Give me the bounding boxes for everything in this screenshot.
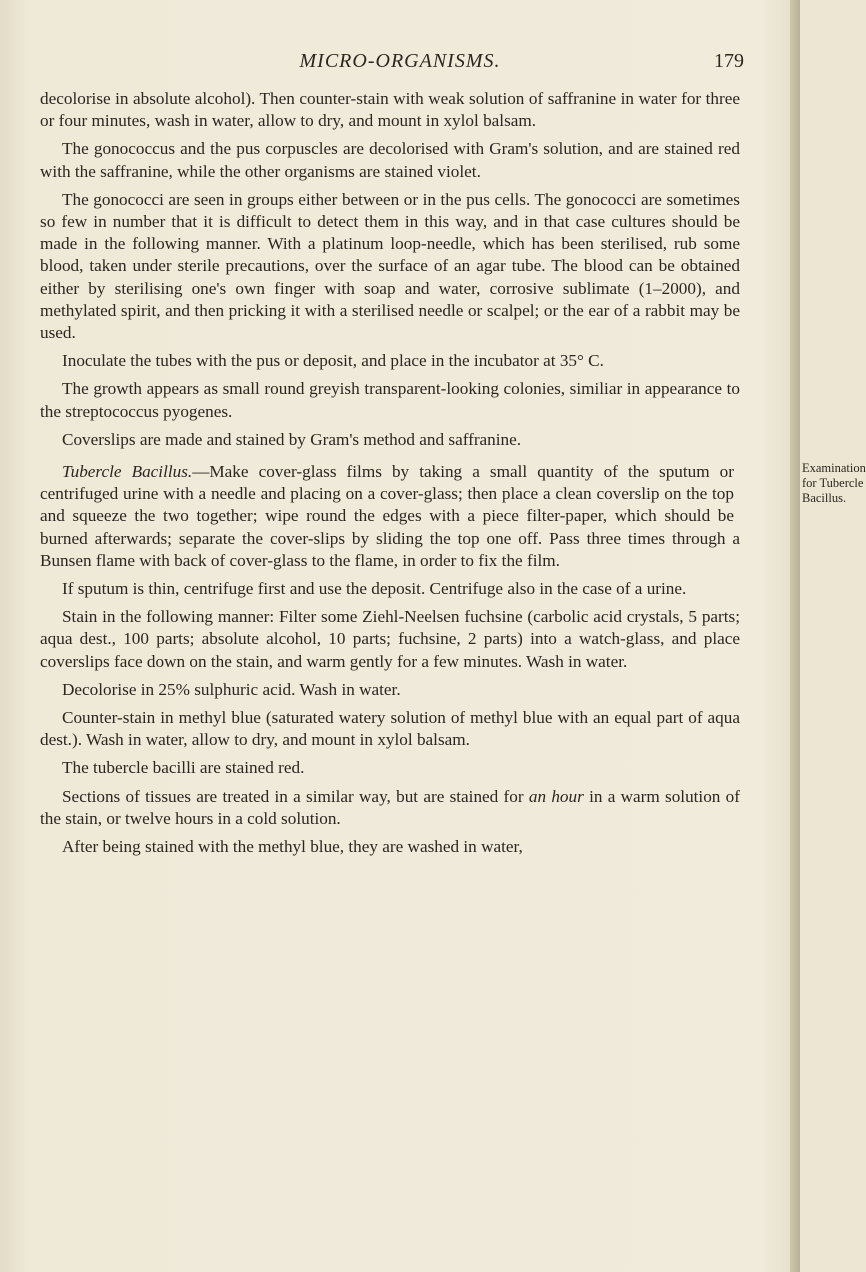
page-header — [0, 50, 800, 78]
paragraph: Stain in the following manner: Filter some Ziehl-Neelsen fuchsine (carbolic acid crystals, 5 parts; aqua dest., 100 parts; absolute alcohol, 10 parts; fuchsine, 2 parts) into a watch-glass, and place coverslips face down on the stain, and warm gently for a few minutes. Wash in water. — [40, 607, 740, 671]
paragraph-text: in a warm solution of the stain, or twelve hours in a cold solution. — [40, 786, 740, 828]
paragraph: The growth appears as small round greyish transparent-looking colonies, similiar in appearance to the streptococcus pyogenes. — [40, 379, 740, 421]
paragraph: decolorise in absolute alcohol). Then counter-stain with weak solution of saffranine in water for three or four minutes, wash in water, allow to dry, and mount in xylol balsam. — [40, 89, 740, 131]
paragraph: After being stained with the methyl blue, they are washed in water, — [62, 837, 523, 857]
emphasis: an hour — [528, 786, 584, 806]
paragraph: Decolorise in 25% sulphuric acid. Wash in water. — [62, 679, 401, 699]
paragraph: If sputum is thin, centrifuge first and use the deposit. Centrifuge also in the case of a urine. — [62, 579, 687, 599]
paragraph: The gonococcus and the pus corpuscles are decolorised with Gram's solution, and are stained red with the saffranine, while the other organisms are stained violet. — [40, 139, 740, 181]
paragraph: The gonococci are seen in groups either between or in the pus cells. The gonococci are sometimes so few in number that it is difficult to detect them in this way, and in that case cultures should be made in the following manner. With a platinum loop-needle, which has been sterilised, rub some blood, taken under sterile precautions, over the surface of an agar tube. The blood can be obtained either by sterilising one's own finger with soap and water, corrosive sublimate (1–2000), and methylated spirit, and then pricking it with a sterilised needle or scalpel; or the ear of a rabbit may be used. — [40, 189, 740, 343]
paragraph: Coverslips are made and stained by Gram's method and saffranine. — [62, 429, 522, 449]
paragraph: The tubercle bacilli are stained red. — [62, 758, 305, 778]
running-title: MICRO-ORGANISMS. — [299, 50, 501, 72]
paragraph: Inoculate the tubes with the pus or deposit, and place in the incubator at 35° C. — [62, 351, 604, 371]
paragraph-sections — [40, 786, 740, 830]
paragraph-text: Sections of tissues are treated in a similar way, but are stained for — [62, 786, 529, 806]
paragraph: Counter-stain in methyl blue (saturated watery solution of methyl blue with an equal part of aqua dest.). Wash in water, allow to dry, and mount in xylol balsam. — [40, 708, 740, 750]
body-text — [40, 88, 866, 864]
section-heading: Tubercle Bacillus. — [62, 462, 193, 482]
paragraph-text: —Make cover-glass films by taking a small quantity of the sputum or centrifuged urine with a needle and placing on a cover-glass; then place a clean coverslip on the top and squeeze the two together; wipe round the edges with a piece filter-paper, which should be burned afterwards; separate the cover-slips by sliding the top one off. Pass three times through a Bunsen flame with back of cover-glass to the flame, in order to fix the film. — [40, 462, 740, 570]
margin-note: Examination for Tubercle Bacillus. — [802, 461, 866, 506]
paragraph-tubercle — [40, 461, 866, 572]
page-edge — [790, 0, 800, 1272]
page-number: 179 — [714, 50, 744, 72]
